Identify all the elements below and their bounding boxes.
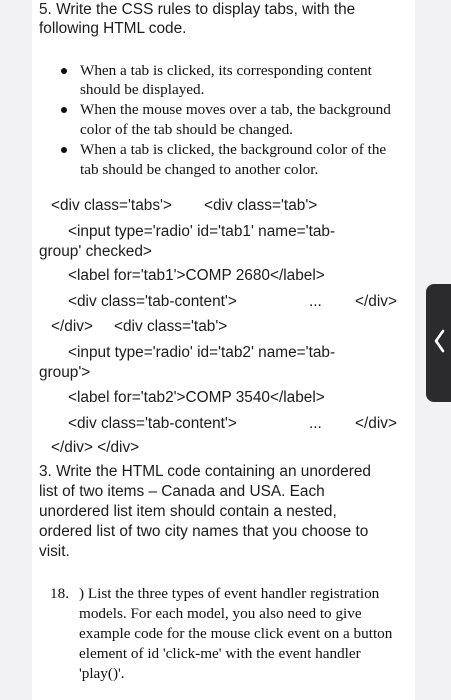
side-panel-toggle-button[interactable] [426,284,451,402]
bullet-2-line-2: color of the tab should be changed. [80,121,293,138]
bullet-dot [61,147,67,153]
q5-heading-line-1: 5. Write the CSS rules to display tabs, with the [39,1,356,18]
code-line-1a: <div class='tabs'> [51,197,172,214]
code-line-11: </div> </div> [51,439,140,456]
bullet-2-line-1: When the mouse moves over a tab, the background [80,101,391,118]
bullet-dot [61,68,67,74]
code-line-10c: </div> [355,415,397,432]
code-line-7: <input type='radio' id='tab2' name='tab- [68,344,336,361]
code-line-4: <label for='tab1'>COMP 2680</label> [68,267,325,284]
q18-line-4: element of id 'click-me' with the event handler [79,645,361,662]
q3-line-1: 3. Write the HTML code containing an unordered [39,463,371,480]
bullet-1-line-2: should be displayed. [80,81,205,98]
code-line-3: group' checked> [39,243,152,260]
code-line-6a: </div> [51,318,93,335]
q3-line-5: visit. [39,543,70,560]
chevron-left-icon [432,328,446,359]
q5-heading-line-2: following HTML code. [39,20,187,37]
bullet-3-line-1: When a tab is clicked, the background color of the [80,141,387,158]
q18-line-5: 'play()'. [79,665,125,682]
code-line-5a: <div class='tab-content'> [68,293,237,310]
bullet-1-line-1: When a tab is clicked, its corresponding content [80,62,372,79]
code-line-10b: ... [309,415,322,432]
q18-line-1: ) List the three types of event handler registration [79,585,380,602]
code-line-2: <input type='radio' id='tab1' name='tab- [68,223,336,240]
code-line-6b: <div class='tab'> [114,318,228,335]
document-page [32,0,415,700]
q3-line-2: list of two items – Canada and USA. Each [39,483,325,500]
code-line-9: <label for='tab2'>COMP 3540</label> [68,389,325,406]
code-line-5b: ... [309,293,322,310]
code-line-8: group'> [39,364,91,381]
code-line-10a: <div class='tab-content'> [68,415,237,432]
bullet-3-line-2: tab should be changed to another color. [80,161,319,178]
bullet-dot [61,107,67,113]
q18-number: 18. [50,585,69,602]
code-line-1b: <div class='tab'> [204,197,318,214]
code-line-5c: </div> [355,293,397,310]
q18-line-3: example code for the mouse click event on a button [79,625,393,642]
q3-line-3: unordered list item should contain a nested, [39,503,337,520]
q18-line-2: models. For each model, you also need to give [79,605,362,622]
q3-line-4: ordered list of two city names that you choose to [39,523,369,540]
